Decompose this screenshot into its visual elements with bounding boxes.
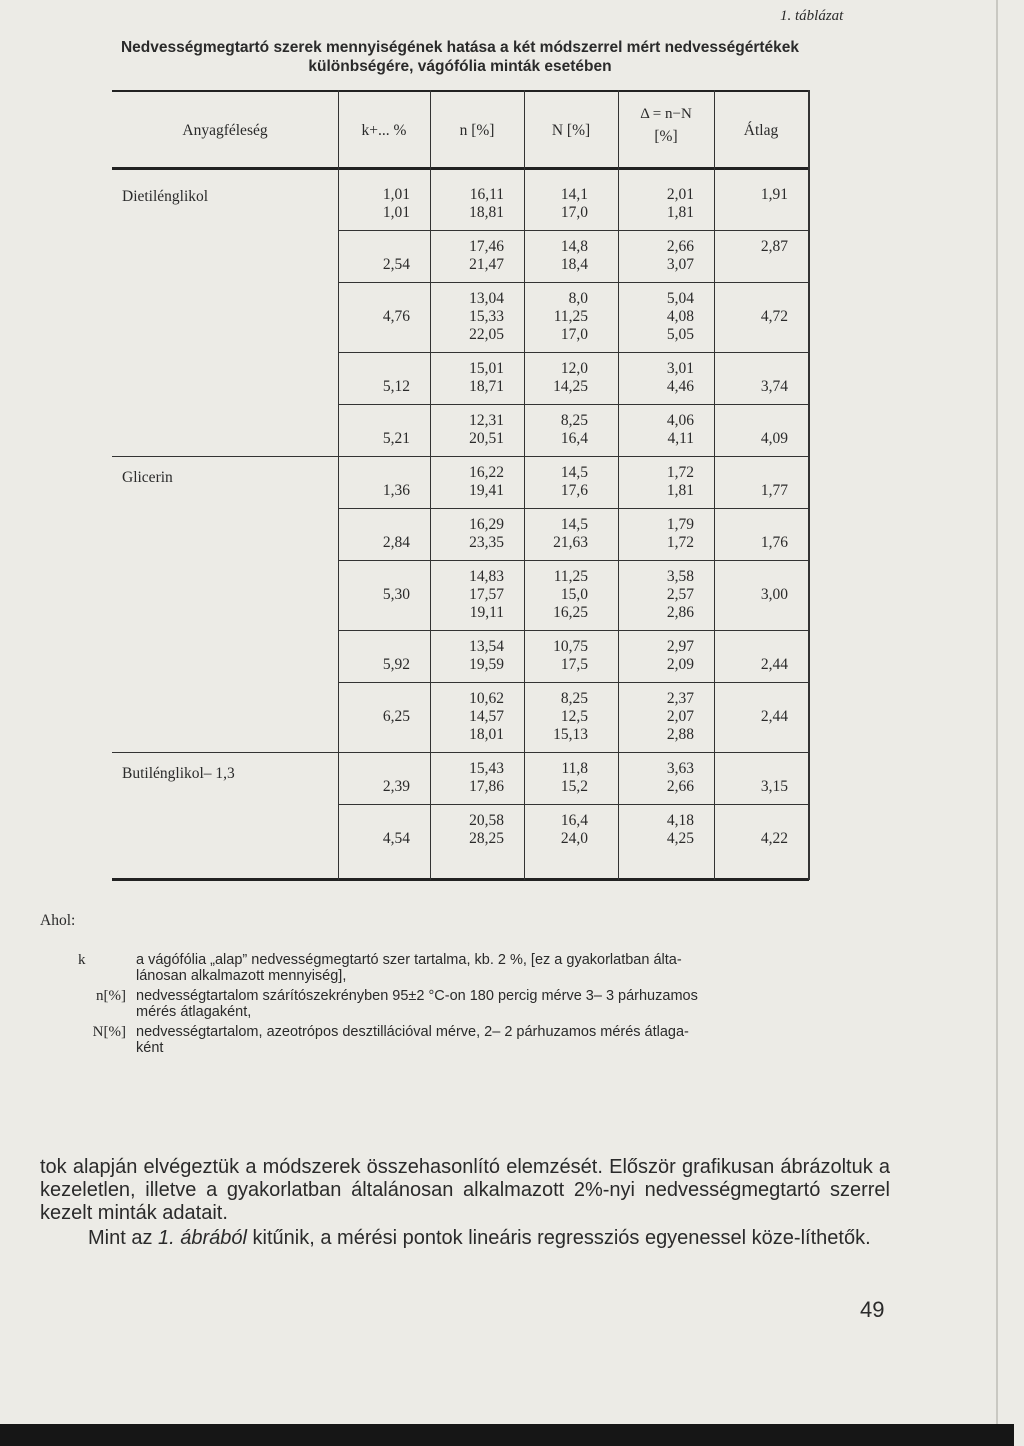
- cell-d: 2,37 2,07 2,88: [666, 690, 694, 743]
- cell-avg: 2,44: [760, 708, 788, 725]
- cell-n: 16,22 19,41: [469, 464, 504, 499]
- cell-avg: 1,91: [760, 186, 788, 203]
- cell-d: 3,01 4,46: [666, 360, 694, 395]
- cell-n: 20,58 28,25: [469, 812, 504, 847]
- cell-n: 15,43 17,86: [469, 760, 504, 795]
- cell-N: 11,8 15,2: [560, 760, 588, 795]
- header-bottom-border: [112, 167, 809, 170]
- note-text: nedvességtartalom szárítószekrényben 95±2 °C-on 180 percig mérve 3– 3 párhuzamos mérés átlagaként,: [136, 988, 698, 1020]
- cell-N: 12,0 14,25: [553, 360, 588, 395]
- note-text: nedvességtartalom, azeotrópos desztillációval mérve, 2– 2 párhuzamos mérés átlaga- ként: [136, 1024, 689, 1056]
- cell-k: 6,25: [382, 708, 410, 725]
- data-table: [112, 90, 809, 882]
- cell-N: 14,5 17,6: [560, 464, 588, 499]
- col-divider: [618, 90, 619, 880]
- cell-k: 2,54: [382, 256, 410, 273]
- cell-n: 16,11 18,81: [469, 186, 504, 221]
- group-separator: [112, 456, 809, 457]
- group-separator: [112, 752, 809, 753]
- col-divider: [430, 90, 431, 880]
- cell-avg: 4,09: [760, 430, 788, 447]
- row-separator: [338, 404, 808, 405]
- cell-d: 1,79 1,72: [666, 516, 694, 551]
- note-key: N[%]: [92, 1024, 126, 1040]
- header-material: Anyagféleség: [182, 122, 268, 139]
- cell-N: 14,1 17,0: [560, 186, 588, 221]
- cell-k: 5,12: [382, 378, 410, 395]
- body-text-part: kitűnik, a mérési pontok lineáris regressziós egyenessel köze-líthetők.: [247, 1227, 871, 1249]
- cell-n: 13,04 15,33 22,05: [469, 290, 504, 343]
- cell-n: 10,62 14,57 18,01: [469, 690, 504, 743]
- notes-heading: Ahol:: [40, 912, 76, 929]
- cell-k: 5,30: [382, 586, 410, 603]
- note-key: n[%]: [96, 988, 126, 1004]
- note-text: a vágófólia „alap” nedvességmegtartó szer tartalma, kb. 2 %, [ez a gyakorlatban álta- lánosan alkalmazott mennyiség],: [136, 952, 682, 984]
- cell-avg: 1,77: [760, 482, 788, 499]
- cell-n: 12,31 20,51: [469, 412, 504, 447]
- cell-d: 2,66 3,07: [666, 238, 694, 273]
- material-label: Dietilénglikol: [122, 188, 209, 205]
- cell-N: 14,8 18,4: [560, 238, 588, 273]
- cell-avg: 4,22: [760, 830, 788, 847]
- figure-reference: 1. ábrából: [158, 1227, 247, 1249]
- scan-bottom-edge: [0, 1424, 1014, 1446]
- cell-k: 4,54: [382, 830, 410, 847]
- table-top-border: [112, 90, 809, 92]
- cell-N: 11,25 15,0 16,25: [553, 568, 588, 621]
- header-n: n [%]: [459, 122, 495, 139]
- col-divider: [714, 90, 715, 880]
- cell-N: 8,25 16,4: [560, 412, 588, 447]
- cell-N: 10,75 17,5: [553, 638, 588, 673]
- row-separator: [338, 682, 808, 683]
- cell-avg: 1,76: [760, 534, 788, 551]
- header-delta: Δ = n−N: [640, 106, 692, 122]
- page-number: 49: [860, 1297, 885, 1322]
- page-edge: [996, 0, 998, 1446]
- cell-k: 2,84: [382, 534, 410, 551]
- table-title: [60, 38, 860, 76]
- row-separator: [338, 352, 808, 353]
- cell-N: 8,25 12,5 15,13: [553, 690, 588, 743]
- body-paragraph: [40, 1227, 890, 1250]
- note-key: k: [78, 952, 86, 968]
- cell-d: 4,18 4,25: [666, 812, 694, 847]
- cell-avg: 2,44: [760, 656, 788, 673]
- cell-avg: 4,72: [760, 308, 788, 325]
- header-N: N [%]: [551, 122, 591, 139]
- cell-d: 3,58 2,57 2,86: [666, 568, 694, 621]
- cell-k: 5,21: [382, 430, 410, 447]
- table-title-line1: Nedvességmegtartó szerek mennyiségének hatása a két módszerrel mért nedvességértékek: [120, 39, 800, 56]
- cell-avg: 2,87: [760, 238, 788, 255]
- cell-k: 1,01 1,01: [382, 186, 410, 221]
- row-separator: [338, 560, 808, 561]
- body-text-part: Mint az: [88, 1227, 159, 1249]
- material-label: Butilénglikol– 1,3: [122, 765, 235, 782]
- cell-n: 16,29 23,35: [469, 516, 504, 551]
- header-k: k+... %: [361, 122, 407, 139]
- cell-k: 1,36: [382, 482, 410, 499]
- body-paragraph: tok alapján elvégeztük a módszerek összehasonlító elemzését. Először grafikusan ábrázoltuk a kezeletlen, illetve a gyakorlatban általánosan alkalmazott 2%-nyi nedvességmegtartó szerrel kezelt minták adatait.: [40, 1156, 890, 1224]
- cell-k: 5,92: [382, 656, 410, 673]
- table-bottom-border: [112, 878, 809, 881]
- row-separator: [338, 230, 808, 231]
- cell-n: 17,46 21,47: [469, 238, 504, 273]
- col-divider: [338, 90, 339, 880]
- row-separator: [338, 508, 808, 509]
- cell-d: 5,04 4,08 5,05: [666, 290, 694, 343]
- cell-n: 13,54 19,59: [469, 638, 504, 673]
- cell-avg: 3,15: [760, 778, 788, 795]
- row-separator: [338, 630, 808, 631]
- cell-n: 14,83 17,57 19,11: [469, 568, 504, 621]
- cell-N: 14,5 21,63: [553, 516, 588, 551]
- row-separator: [338, 804, 808, 805]
- cell-d: 3,63 2,66: [666, 760, 694, 795]
- cell-k: 2,39: [382, 778, 410, 795]
- cell-avg: 3,74: [760, 378, 788, 395]
- cell-n: 15,01 18,71: [469, 360, 504, 395]
- cell-d: 2,01 1,81: [666, 186, 694, 221]
- cell-N: 8,0 11,25 17,0: [553, 290, 588, 343]
- table-label: 1. táblázat: [780, 8, 844, 24]
- cell-avg: 3,00: [760, 586, 788, 603]
- material-label: Glicerin: [122, 469, 173, 486]
- table-right-border: [808, 90, 810, 880]
- col-divider: [524, 90, 525, 880]
- cell-d: 4,06 4,11: [666, 412, 694, 447]
- cell-N: 16,4 24,0: [560, 812, 588, 847]
- cell-d: 1,72 1,81: [666, 464, 694, 499]
- table-title-line2: különbségére, vágófólia minták esetében: [308, 58, 612, 75]
- cell-k: 4,76: [382, 308, 410, 325]
- header-delta-unit: [%]: [654, 128, 678, 145]
- header-average: Átlag: [743, 122, 779, 139]
- row-separator: [338, 282, 808, 283]
- cell-d: 2,97 2,09: [666, 638, 694, 673]
